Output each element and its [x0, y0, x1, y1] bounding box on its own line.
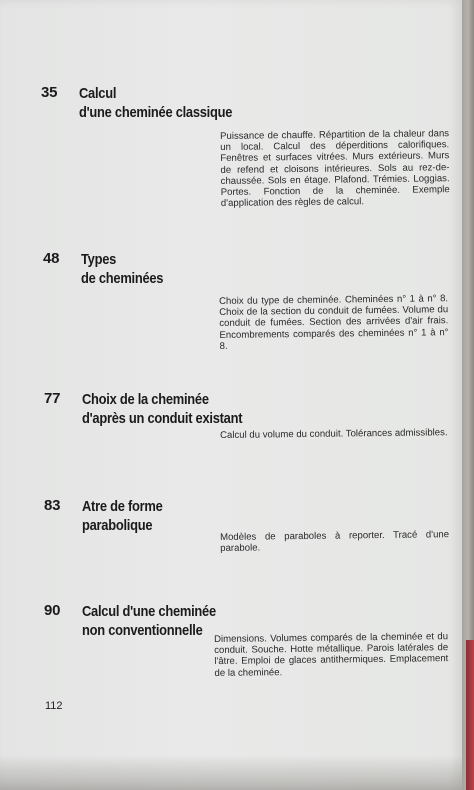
entry-title-line: Types	[81, 251, 117, 268]
entry-title	[79, 84, 232, 122]
entry-title-line: Choix de la cheminée	[82, 391, 209, 408]
entry-title	[82, 602, 216, 640]
entry-description: Modèles de paraboles à reporter. Tracé d'une parabole.	[220, 529, 450, 555]
entry-title	[82, 497, 163, 535]
entry-page-number: 77	[44, 390, 61, 407]
entry-title-line: non conventionnelle	[82, 622, 203, 639]
entry-page-number: 83	[44, 497, 61, 514]
entry-title-line: Atre de forme	[82, 498, 163, 515]
entry-description: Calcul du volume du conduit. Tolérances admissibles.	[220, 427, 448, 441]
entry-title-line: parabolique	[82, 517, 153, 534]
entry-title-line: d'une cheminée classique	[79, 104, 233, 121]
entry-title	[82, 390, 242, 428]
entry-description: Choix du type de cheminée. Cheminées n° 1 à n° 8. Choix de la section du conduit de fumées. Volume du conduit de fumées. Section des arrivées d'air frais. Encombrements comparés des cheminées n° 1 à n° 8.	[219, 293, 449, 352]
entry-description: Puissance de chauffe. Répartition de la chaleur dans un local. Calcul des déperditions calorifiques. Fenêtres et surfaces vitrées. Murs extérieurs. Murs de refend et cloisons intérieures. Sols au rez-de-chaussée. Sols en étage. Plafond. Trémies. Loggias. Portes. Fonction de la cheminée. Exemple d'application des règles de calcul.	[220, 128, 450, 210]
entry-description: Dimensions. Volumes comparés de la cheminée et du conduit. Souche. Hotte métallique. Parois latérales de l'âtre. Emploi de glaces antithermiques. Emplacement de la cheminée.	[214, 631, 449, 679]
book-cover-edge	[466, 640, 474, 790]
entry-title-line: Calcul d'une cheminée	[82, 603, 216, 620]
entry-title-line: d'après un conduit existant	[82, 410, 243, 427]
page-bottom-shadow	[0, 755, 462, 790]
entry-page-number: 90	[44, 602, 61, 619]
entry-title	[81, 250, 163, 288]
entry-title-line: de cheminées	[81, 270, 164, 287]
entry-page-number: 35	[41, 84, 58, 101]
entry-title-line: Calcul	[79, 85, 117, 102]
entry-page-number: 48	[43, 250, 60, 267]
page-number: 112	[45, 700, 63, 712]
